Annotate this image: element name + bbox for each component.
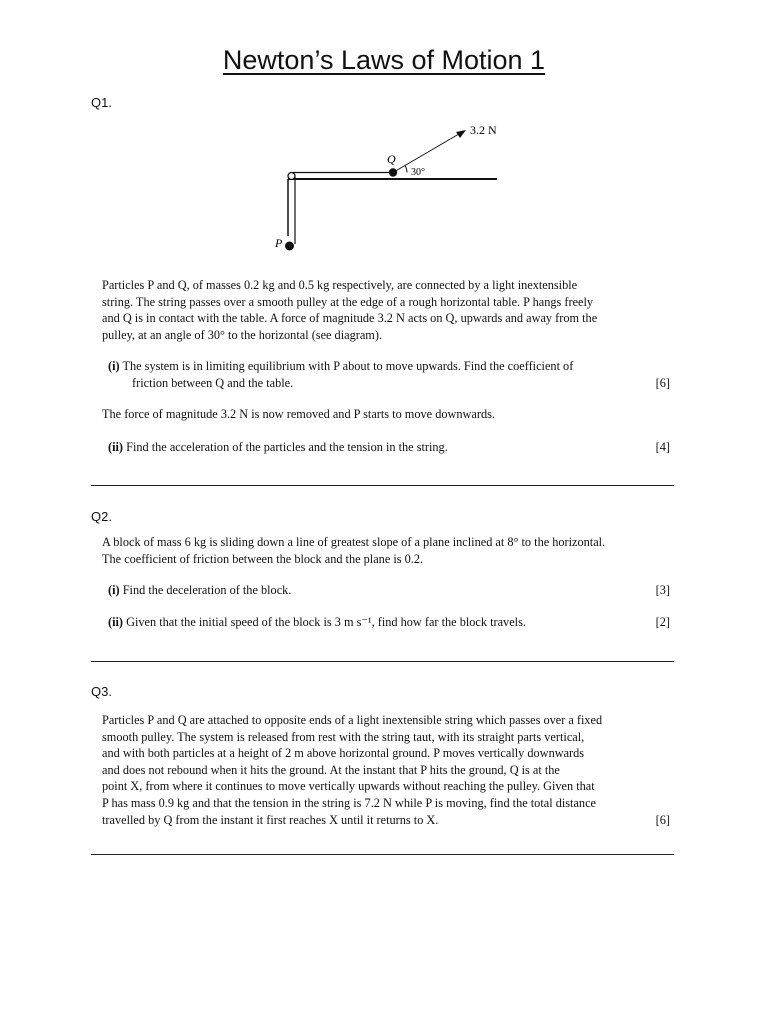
q-label: Q [387,152,396,166]
force-arrow [393,131,464,173]
q1-part-i-line1: The system is in limiting equilibrium with P about to move upwards. Find the coefficient of [122,359,574,373]
q1-part-i [108,358,670,391]
q1-intro-line: Particles P and Q, of masses 0.2 kg and 0.5 kg respectively, are connected by a light inextensible [102,278,578,292]
q1-diagram [0,0,768,270]
page-title: Newton’s Laws of Motion 1 [222,45,546,75]
q1-intro-line: string. The string passes over a smooth pulley at the edge of a rough horizontal table. P hangs freely [102,294,594,309]
q3-text [102,712,670,828]
q2-part-ii-text: Given that the initial speed of the block is 3 m s⁻¹, find how far the block travels. [126,615,526,629]
particle-p [285,242,294,251]
part-number: (i) [108,583,120,597]
angle-label: 30° [411,167,425,178]
part-number: (ii) [108,440,124,454]
marks: [6] [655,375,670,390]
marks: [6] [655,812,670,827]
pulley [288,173,295,180]
q2-label: Q2. [91,509,112,524]
q3-line: and with both particles at a height of 2 m above horizontal ground. P moves vertically downwards [102,746,585,761]
q3-label: Q3. [91,684,112,699]
q3-line: and does not rebound when it hits the ground. At the instant that P hits the ground, Q is at the [102,762,560,777]
q3-line: travelled by Q from the instant it first reaches X until it returns to X. [102,812,439,827]
q1-label: Q1. [91,95,112,110]
q3-line: smooth pulley. The system is released from rest with the string taut, with its straight parts vertical, [102,729,585,744]
q1-part-ii-text: Find the acceleration of the particles and the tension in the string. [126,440,448,454]
q3-line: point X, from where it continues to move vertically upwards without reaching the pulley. Given that [102,779,595,794]
marks: [2] [655,615,670,629]
q1-middle-text: The force of magnitude 3.2 N is now removed and P starts to move downwards. [102,407,495,421]
q1-intro [102,277,670,343]
divider [91,661,674,662]
q3-line: Particles P and Q are attached to opposite ends of a light inextensible string which passes over a fixed [102,713,603,727]
q2-intro-line: A block of mass 6 kg is sliding down a line of greatest slope of a plane inclined at 8° to the horizontal. [102,535,606,549]
angle-arc [405,166,407,173]
divider [91,485,674,486]
q2-intro [102,534,670,567]
q1-intro-line: and Q is in contact with the table. A force of magnitude 3.2 N acts on Q, upwards and away from the [102,311,598,326]
marks: [3] [655,583,670,597]
q1-part-i-line2: friction between Q and the table. [132,375,294,390]
arrowhead-icon [456,130,466,138]
force-label: 3.2 N [470,123,497,137]
q2-part-i-text: Find the deceleration of the block. [122,583,292,597]
q2-part-ii [108,614,670,631]
q2-part-i [108,582,670,599]
part-number: (ii) [108,615,124,629]
marks: [4] [655,440,670,454]
q1-part-ii [108,439,670,456]
p-label: P [275,236,283,250]
q3-line: P has mass 0.9 kg and that the tension in the string is 7.2 N while P is moving, find the total distance [102,795,596,810]
q2-intro-line: The coefficient of friction between the block and the plane is 0.2. [102,551,424,566]
divider [91,854,674,855]
part-number: (i) [108,359,120,373]
q1-intro-line: pulley, at an angle of 30° to the horizontal (see diagram). [102,327,383,342]
